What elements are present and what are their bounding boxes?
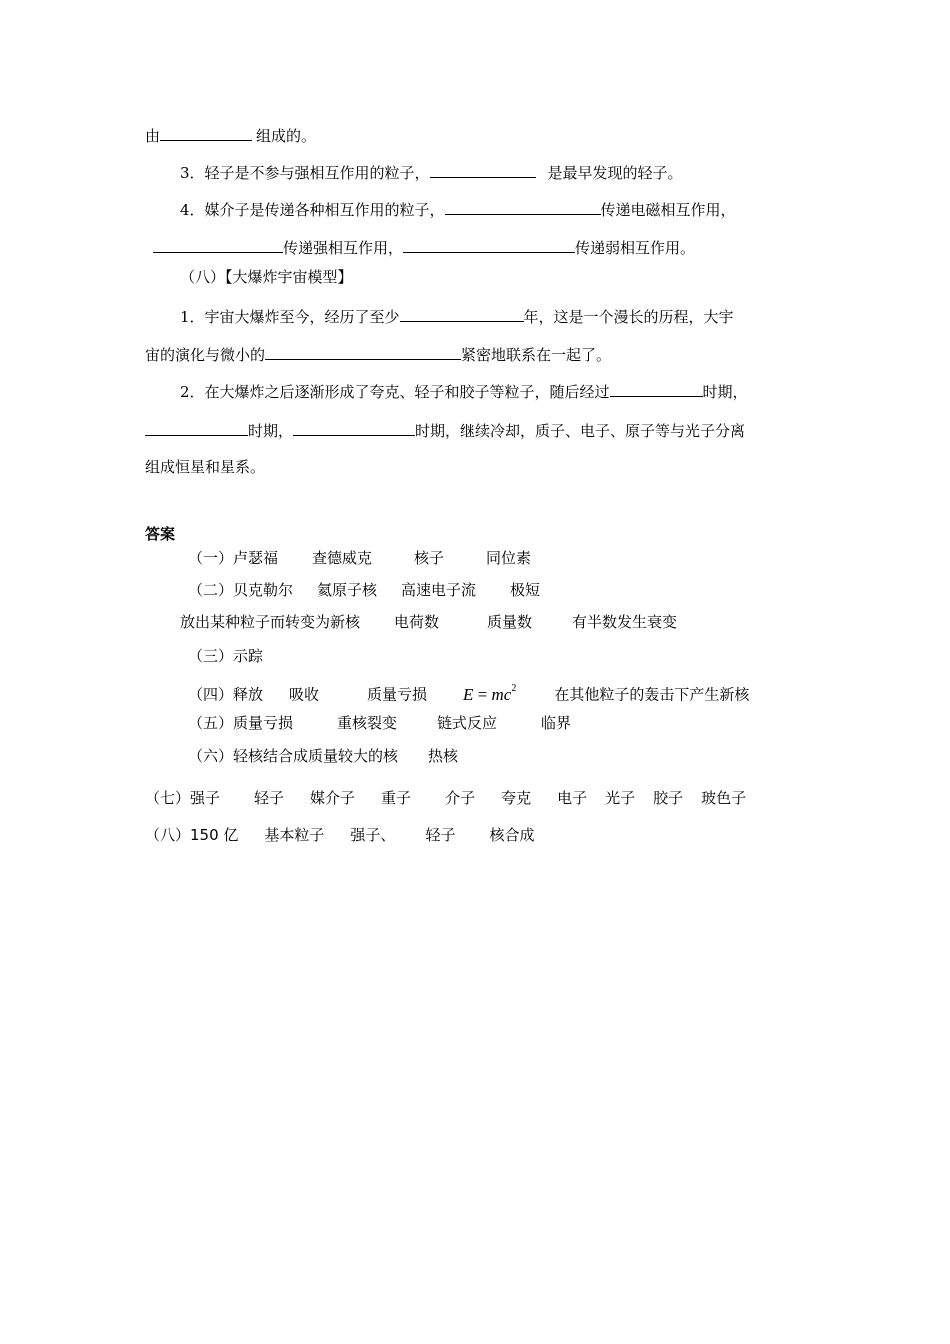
s8q2-line2-mid1: 时期，: [248, 422, 294, 440]
answer-blank[interactable]: [145, 420, 248, 436]
s8q2-line1: [180, 381, 748, 402]
s8q2-line2: [145, 420, 745, 441]
answer-item: 质量数: [487, 613, 533, 631]
answer-item: 电子: [557, 789, 588, 807]
answer-item: 介子: [445, 789, 476, 807]
answer-blank[interactable]: [610, 381, 703, 397]
answer-blank[interactable]: [430, 162, 536, 178]
answer-item: 夸克: [501, 789, 532, 807]
answer-item: 强子、: [350, 826, 396, 844]
q4-line1: [180, 199, 736, 220]
s8q1-pre: 1．宇宙大爆炸至今，经历了至少: [180, 308, 400, 326]
answer-item: 放出某种粒子而转变为新核: [180, 613, 361, 631]
answer-item: （三）示踪: [188, 647, 264, 665]
answer-item: 电荷数: [394, 613, 440, 631]
answer-item: 质量亏损: [367, 685, 428, 704]
answer-blank[interactable]: [265, 344, 461, 360]
answer-item: 重子: [381, 789, 412, 807]
s8q1-line2: [145, 344, 611, 365]
answer-item: （七）强子: [145, 789, 221, 807]
answer-item: 链式反应: [437, 714, 498, 732]
answer-row-6: [188, 746, 458, 766]
answer-item: 有半数发生衰变: [572, 613, 678, 631]
s8q1-line2-post: 紧密地联系在一起了。: [461, 346, 612, 364]
answer-item: 媒介子: [310, 789, 356, 807]
answer-blank[interactable]: [293, 420, 415, 436]
answer-row-3: [188, 646, 263, 666]
q3-post: 是最早发现的轻子。: [547, 164, 683, 182]
answer-blank[interactable]: [445, 199, 601, 215]
answer-item: 轻子: [425, 826, 456, 844]
answer-item: 胶子: [653, 789, 684, 807]
s8q2-line2-mid2: 时期，继续冷却，质子、电子、原子等与光子分离: [415, 422, 746, 440]
answer-item: 核合成: [489, 826, 535, 844]
section8-title: （八）【大爆炸宇宙模型】: [180, 268, 353, 286]
q2-tail-line: [145, 125, 316, 146]
answer-item: 轻子: [254, 789, 285, 807]
s8q2-pre: 2．在大爆炸之后逐渐形成了夸克、轻子和胶子等粒子，随后经过: [180, 383, 610, 401]
answer-item: 重核裂变: [337, 714, 398, 732]
answer-item: 极短: [510, 581, 541, 599]
answer-blank[interactable]: [403, 237, 575, 253]
q3-line: [180, 162, 683, 183]
answer-item: （一）卢瑟福: [188, 549, 279, 567]
answer-item: （五）质量亏损: [188, 714, 294, 732]
q3-pre: 3．轻子是不参与强相互作用的粒子，: [180, 164, 430, 182]
q4-line2: [153, 237, 695, 258]
answer-item: 高速电子流: [401, 581, 477, 599]
s8q1-line1: [180, 306, 734, 327]
answer-row-8: [145, 825, 534, 845]
answer-item: （八）150 亿: [145, 826, 239, 844]
answer-row-4: [188, 681, 749, 705]
q2-pre: 由: [145, 127, 161, 145]
q2-post: 组成的。: [256, 127, 317, 145]
answer-blank[interactable]: [160, 125, 252, 141]
s8q2-line3: 组成恒星和星系。: [145, 458, 266, 476]
answer-item: （四）释放: [188, 685, 264, 704]
answer-blank[interactable]: [153, 237, 283, 253]
answer-row-1: [188, 548, 531, 568]
answer-blank[interactable]: [400, 306, 524, 322]
s8q2-mid: 时期，: [702, 383, 748, 401]
answers-heading: 答案: [145, 525, 176, 543]
answer-item: 氦原子核: [317, 581, 378, 599]
q4-mid1: 传递电磁相互作用，: [600, 201, 736, 219]
answer-item: 同位素: [486, 549, 532, 567]
q4-mid2: 传递强相互作用，: [283, 239, 404, 257]
answer-item: 热核: [428, 747, 459, 765]
answer-item: 核子: [414, 549, 445, 567]
answer-item: 基本粒子: [264, 826, 325, 844]
answer-row-2b: [180, 612, 677, 632]
answer-row-7: [145, 788, 746, 808]
mass-energy-formula: $E = mc^2$: [463, 683, 517, 704]
s8q1-line2-pre: 宙的演化与微小的: [145, 346, 266, 364]
answer-row-5: [188, 713, 571, 733]
q4-post: 传递弱相互作用。: [575, 239, 696, 257]
answer-item: 临界: [541, 714, 572, 732]
answer-item: 在其他粒子的轰击下产生新核: [554, 685, 750, 704]
answer-item: 光子: [605, 789, 636, 807]
answer-item: 吸收: [289, 685, 320, 704]
answer-item: 玻色子: [701, 789, 747, 807]
answer-item: 查德威克: [312, 549, 373, 567]
answer-item: （二）贝克勒尔: [188, 581, 294, 599]
answer-item: （六）轻核结合成质量较大的核: [188, 747, 399, 765]
s8q1-mid: 年，这是一个漫长的历程，大宇: [523, 308, 734, 326]
answer-row-2: [188, 580, 540, 600]
q4-pre: 4．媒介子是传递各种相互作用的粒子，: [180, 201, 445, 219]
